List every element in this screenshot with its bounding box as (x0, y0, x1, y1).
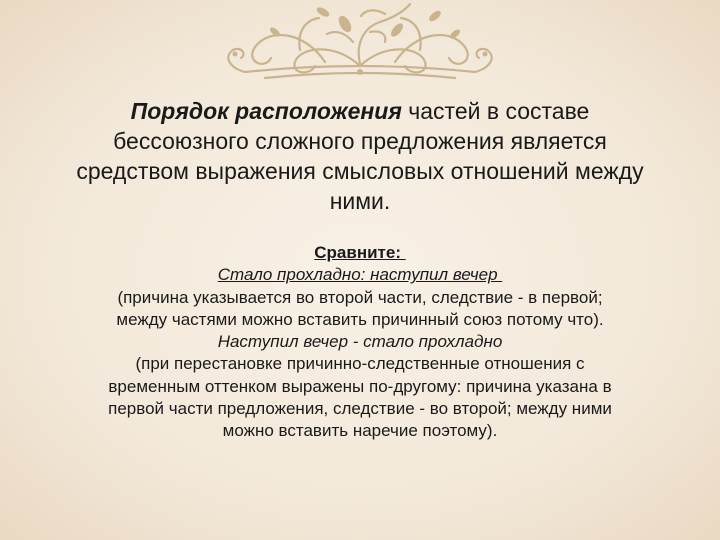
floral-scroll-ornament-icon (205, 2, 515, 92)
heading-emphasis: Порядок расположения (130, 98, 402, 124)
heading-line1-rest: частей в составе (401, 98, 590, 124)
heading-line4: ними. (329, 188, 391, 214)
example-2: Наступил вечер - стало прохладно (217, 332, 503, 352)
heading-line3: средством выражения смысловых отношений между (76, 158, 644, 184)
explanation-1-line2: между частями можно вставить причинный союз потому что). (116, 309, 604, 329)
heading-line2: бессоюзного сложного предложения является (113, 128, 607, 154)
compare-label: Сравните: (314, 243, 406, 262)
explanation-2-line3: первой части предложения, следствие - во второй; между ними (108, 399, 612, 419)
explanation-2-line4: можно вставить наречие поэтому). (222, 421, 498, 441)
example-1: Стало прохладно: наступил вечер (217, 265, 503, 285)
slide-body (40, 242, 680, 443)
explanation-1-line1: (причина указывается во второй части, следствие - в первой; (117, 287, 603, 307)
slide-heading (40, 96, 680, 216)
explanation-2-line2: временным оттенком выражены по-другому: причина указана в (108, 376, 612, 396)
explanation-2-line1: (при перестановке причинно-следственные отношения с (135, 354, 585, 374)
